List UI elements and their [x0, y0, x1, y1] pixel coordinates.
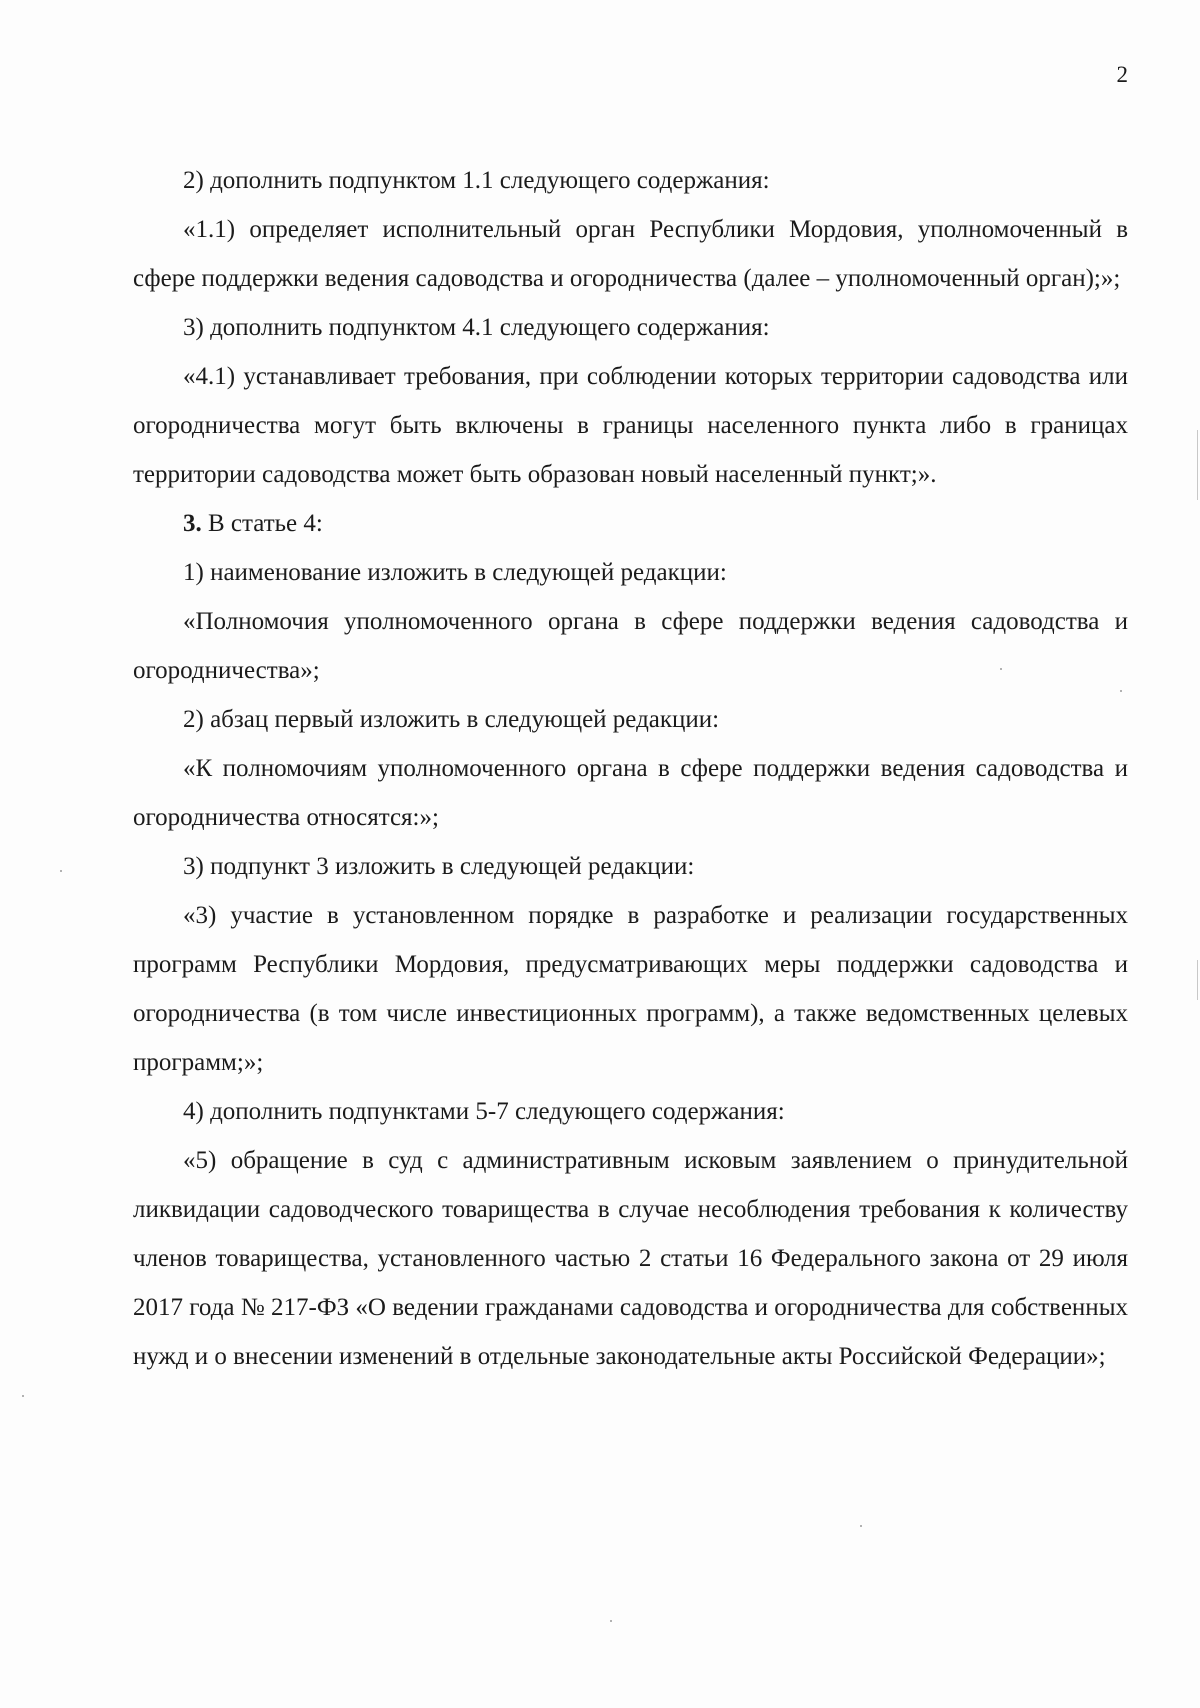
scan-speck [860, 1525, 862, 1527]
paragraph-title-amend: 1) наименование изложить в следующей редакции: [183, 559, 727, 586]
scan-speck [1120, 690, 1122, 692]
paragraph-first-new: «К полномочиям уполномоченного органа в сфере поддержки ведения садоводства и огородничества относятся:»; [133, 755, 1128, 831]
paragraph-first-amend: 2) абзац первый изложить в следующей редакции: [183, 706, 720, 733]
paragraph-subitem-4-1: «4.1) устанавливает требования, при соблюдении которых территории садоводства или огородничества могут быть включены в границы населенного пункта либо в границах территории садоводства может быть образован новый населенный пункт;». [133, 363, 1128, 488]
article-text: В статье 4: [201, 510, 323, 537]
paragraph-subitem-1-1: «1.1) определяет исполнительный орган Республики Мордовия, уполномоченный в сфере поддержки ведения садоводства и огородничества (далее – уполномоченный орган);»; [133, 216, 1128, 292]
paragraph-subitems-5-7-amend: 4) дополнить подпунктами 5-7 следующего содержания: [183, 1098, 785, 1125]
document-body [133, 156, 1128, 1381]
scan-edge-mark [1197, 960, 1198, 1000]
article-number: 3. [183, 510, 202, 537]
paragraph-subitem-3-new: «3) участие в установленном порядке в разработке и реализации государственных программ Республики Мордовия, предусматривающих меры поддержки садоводства и огородничества (в том числе инвестиционных программ), а также ведомственных целевых программ;»; [133, 902, 1128, 1076]
scan-speck [60, 870, 62, 872]
article-heading [133, 499, 1128, 548]
paragraph-title-new: «Полномочия уполномоченного органа в сфере поддержки ведения садоводства и огородничества»; [133, 608, 1128, 684]
paragraph-subitem-3-amend: 3) подпункт 3 изложить в следующей редакции: [183, 853, 695, 880]
scan-edge-mark [1197, 430, 1198, 500]
scan-speck [22, 1395, 24, 1397]
scan-speck [610, 1620, 612, 1622]
page-number: 2 [1116, 62, 1128, 87]
paragraph-amend-2: 2) дополнить подпунктом 1.1 следующего содержания: [183, 167, 770, 194]
scan-speck [1000, 668, 1002, 670]
paragraph-amend-3: 3) дополнить подпунктом 4.1 следующего содержания: [183, 314, 770, 341]
paragraph-subitem-5-new: «5) обращение в суд с административным исковым заявлением о принудительной ликвидации садоводческого товарищества в случае несоблюдения требования к количеству членов товарищества, установленного частью 2 статьи 16 Федерального закона от 29 июля 2017 года № 217-ФЗ «О ведении гражданами садоводства и огородничества для собственных нужд и о внесении изменений в отдельные законодательные акты Российской Федерации»; [133, 1147, 1128, 1370]
